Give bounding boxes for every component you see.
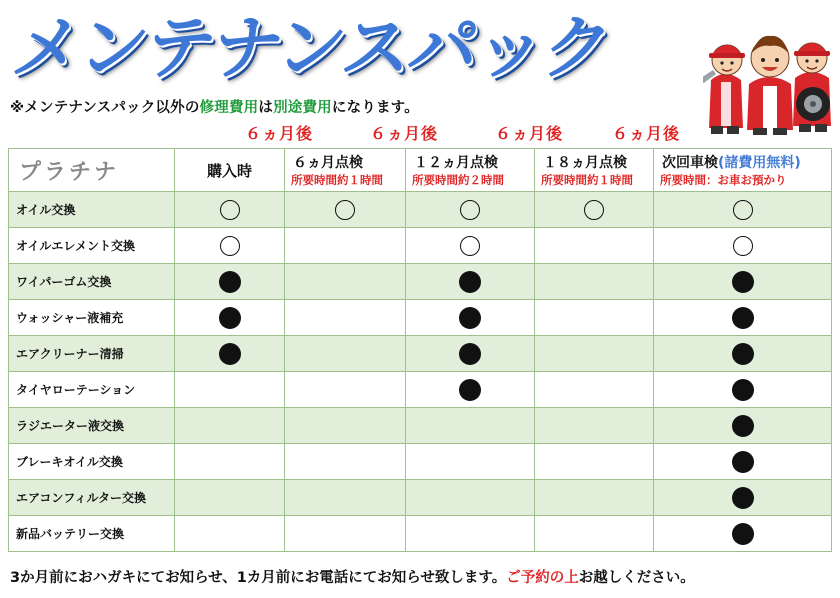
service-mark-cell (285, 192, 406, 228)
service-mark-cell (535, 192, 654, 228)
service-mark-cell (406, 408, 535, 444)
table-row (9, 264, 832, 300)
service-mark-cell (285, 444, 406, 480)
service-mark-cell (175, 408, 285, 444)
service-item-name: オイル交換 (9, 192, 175, 228)
table-row (9, 336, 832, 372)
service-mark-cell (535, 516, 654, 552)
service-mark-cell (175, 372, 285, 408)
table-row (9, 516, 832, 552)
table-row (9, 444, 832, 480)
filled-circle-icon (732, 271, 754, 293)
service-mark-cell (175, 444, 285, 480)
service-item-name: エアクリーナー清掃 (9, 336, 175, 372)
notice-prefix: ※メンテナンスパック以外の (10, 100, 200, 116)
interval-label-4: ６ヵ月後 (612, 124, 681, 143)
interval-label-1: ６ヵ月後 (245, 124, 314, 143)
service-mark-cell (654, 480, 832, 516)
service-mark-cell (175, 336, 285, 372)
service-mark-cell (406, 228, 535, 264)
service-mark-cell (175, 228, 285, 264)
service-mark-cell (285, 480, 406, 516)
service-mark-cell (535, 372, 654, 408)
service-mark-cell (406, 192, 535, 228)
filled-circle-icon (732, 523, 754, 545)
service-item-name: タイヤローテーション (9, 372, 175, 408)
service-mark-cell (535, 408, 654, 444)
page-title: メンテナンスパック (7, 7, 614, 89)
service-mark-cell (654, 192, 832, 228)
service-mark-cell (406, 372, 535, 408)
service-mark-cell (654, 444, 832, 480)
column-duration: 所要時間約２時間 (412, 173, 504, 187)
service-item-name: エアコンフィルター交換 (9, 480, 175, 516)
filled-circle-icon (219, 271, 241, 293)
service-mark-cell (406, 444, 535, 480)
service-item-name: ブレーキオイル交換 (9, 444, 175, 480)
table-row (9, 372, 832, 408)
filled-circle-icon (219, 343, 241, 365)
service-item-name: ウォッシャー液補充 (9, 300, 175, 336)
service-mark-cell (654, 300, 832, 336)
footer-end: お越しください。 (578, 570, 695, 586)
service-mark-cell (535, 264, 654, 300)
filled-circle-icon (732, 487, 754, 509)
open-circle-icon (220, 200, 240, 220)
service-mark-cell (535, 444, 654, 480)
filled-circle-icon (459, 271, 481, 293)
footer-emphasis: ご予約の上 (506, 570, 579, 586)
maintenance-table (8, 148, 832, 552)
service-mark-cell (285, 228, 406, 264)
service-mark-cell (406, 300, 535, 336)
service-mark-cell (406, 480, 535, 516)
service-mark-cell (175, 300, 285, 336)
notice-repair-cost: 修理費用 (199, 100, 259, 116)
service-mark-cell (406, 516, 535, 552)
service-mark-cell (406, 264, 535, 300)
notice-wa: は (258, 100, 274, 116)
filled-circle-icon (732, 307, 754, 329)
service-mark-cell (285, 516, 406, 552)
footer-main: 3か月前におハガキにてお知らせ、1カ月前にお電話にてお知らせ致します。 (10, 570, 507, 586)
table-row (9, 228, 832, 264)
table-row (9, 408, 832, 444)
column-header-purchase (175, 149, 285, 192)
column-header-18m (535, 149, 654, 192)
column-label: ６ヵ月点検 (293, 155, 363, 171)
filled-circle-icon (732, 415, 754, 437)
column-duration: 所要時間：お車お預かり (660, 173, 787, 187)
service-mark-cell (654, 408, 832, 444)
service-mark-cell (654, 372, 832, 408)
filled-circle-icon (219, 307, 241, 329)
service-item-name: ワイパーゴム交換 (9, 264, 175, 300)
service-mark-cell (535, 336, 654, 372)
notice-suffix: になります。 (331, 100, 419, 116)
filled-circle-icon (732, 451, 754, 473)
service-mark-cell (406, 336, 535, 372)
service-mark-cell (285, 372, 406, 408)
interval-label-2: ６ヵ月後 (370, 124, 439, 143)
notice-separate-cost: 別途費用 (273, 100, 332, 116)
column-label: 次回車検 (662, 155, 718, 171)
filled-circle-icon (732, 379, 754, 401)
open-circle-icon (584, 200, 604, 220)
column-duration: 所要時間約１時間 (541, 173, 633, 187)
column-label: １８ヵ月点検 (543, 155, 627, 171)
service-item-name: オイルエレメント交換 (9, 228, 175, 264)
table-header-row (9, 149, 832, 192)
interval-labels (0, 121, 840, 143)
open-circle-icon (733, 200, 753, 220)
service-mark-cell (285, 300, 406, 336)
column-label-wrap (654, 152, 831, 172)
column-label: 購入時 (206, 161, 252, 180)
service-mark-cell (175, 192, 285, 228)
filled-circle-icon (459, 343, 481, 365)
service-mark-cell (175, 516, 285, 552)
table-row (9, 480, 832, 516)
open-circle-icon (220, 236, 240, 256)
service-mark-cell (175, 480, 285, 516)
service-mark-cell (654, 228, 832, 264)
service-item-name: ラジエーター液交換 (9, 408, 175, 444)
column-label: １２ヵ月点検 (414, 155, 498, 171)
column-header-6m (285, 149, 406, 192)
service-mark-cell (285, 408, 406, 444)
service-item-name: 新品バッテリー交換 (9, 516, 175, 552)
service-mark-cell (654, 336, 832, 372)
column-label-note: (諸費用無料) (718, 155, 801, 171)
table-row (9, 300, 832, 336)
open-circle-icon (460, 236, 480, 256)
plan-name: プラチナ (9, 149, 175, 192)
column-header-12m (406, 149, 535, 192)
open-circle-icon (733, 236, 753, 256)
open-circle-icon (335, 200, 355, 220)
service-mark-cell (285, 336, 406, 372)
filled-circle-icon (732, 343, 754, 365)
open-circle-icon (460, 200, 480, 220)
notice-line (10, 96, 419, 117)
filled-circle-icon (459, 379, 481, 401)
service-mark-cell (535, 480, 654, 516)
service-mark-cell (175, 264, 285, 300)
service-mark-cell (535, 300, 654, 336)
service-mark-cell (535, 228, 654, 264)
column-duration: 所要時間約１時間 (291, 173, 383, 187)
mechanic-mascots-icon (703, 18, 837, 136)
service-mark-cell (654, 264, 832, 300)
table-row (9, 192, 832, 228)
footer-note (10, 566, 695, 587)
table-body (9, 192, 832, 552)
filled-circle-icon (459, 307, 481, 329)
interval-label-3: ６ヵ月後 (495, 124, 564, 143)
service-mark-cell (285, 264, 406, 300)
column-header-shaken (654, 149, 832, 192)
service-mark-cell (654, 516, 832, 552)
